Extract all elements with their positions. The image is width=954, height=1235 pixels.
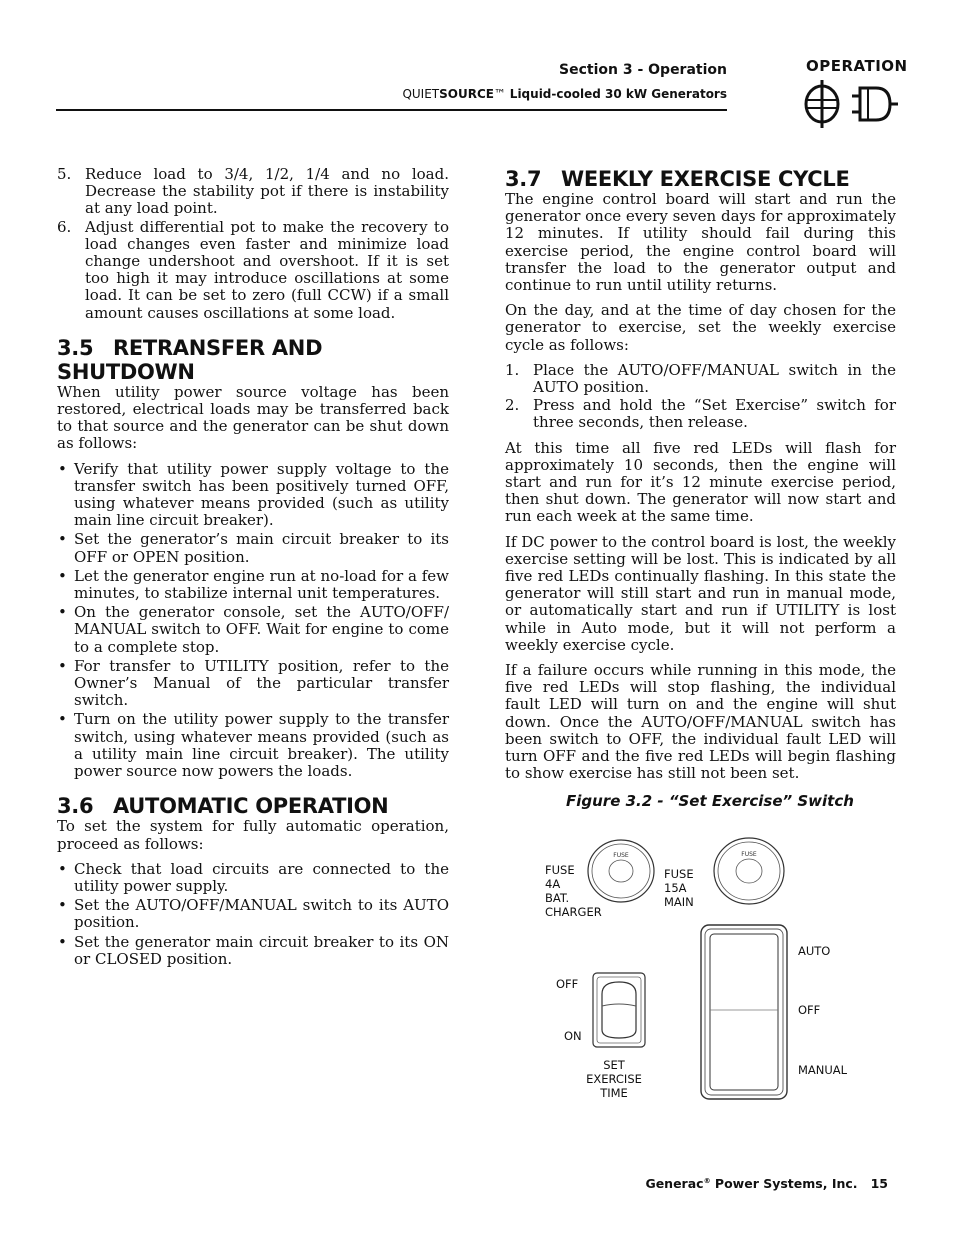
rocker-off-label: OFF (798, 1003, 821, 1017)
paragraph: At this time all five red LEDs will flash for approximately 10 seconds, then the engine will start and run for it’s 12 minute exercise period, then shut down. The generator will now start and run each week at the same time. (505, 438, 896, 526)
fuse-cap-text: FUSE (613, 852, 629, 859)
operation-label: OPERATION (806, 57, 908, 75)
bullets-3-6 (57, 861, 449, 968)
rocker-auto-label: AUTO (798, 944, 831, 958)
list-item: 1. Place the AUTO/OFF/MANUAL switch in the AUTO position. (505, 360, 896, 397)
list-item: 6. Adjust differential pot to make the recovery to load changes even faster and minimize load change undershoot and overshoot. If it is set too high it may introduce oscillations at some load. It can be set to zero (full CCW) if a small amount causes oscillations at some load. (57, 217, 449, 322)
list-item: • For transfer to UTILITY position, refer to the Owner’s Manual of the particular transfer switch. (58, 656, 449, 710)
heading-3-5: 3.5 RETRANSFER AND SHUTDOWN (57, 335, 323, 384)
list-item: • Turn on the utility power supply to the transfer switch, using whatever means provided (such as a utility main line circuit breaker). The utility power source now powers the loads. (58, 710, 449, 781)
section-title: Section 3 - Operation (559, 62, 727, 78)
list-item: • On the generator console, set the AUTO/OFF/ MANUAL switch to OFF. Wait for engine to come to a complete stop. (58, 603, 449, 656)
list-item: • Verify that utility power supply voltage to the transfer switch has been positively turned OFF, using whatever means provided (such as utility main line circuit breaker). (58, 459, 449, 530)
fuse-cap-15a-icon (712, 836, 786, 906)
list-item: • Let the generator engine run at no-load for a few minutes, to stabilize internal unit temperatures. (58, 566, 449, 603)
plug-icon (800, 80, 900, 132)
exercise-steps (505, 362, 896, 432)
fuse-cap-text: FUSE (741, 851, 757, 858)
adjust-steps (57, 166, 449, 322)
list-item: • Set the generator main circuit breaker to its ON or CLOSED position. (58, 932, 449, 968)
paragraph: If a failure occurs while running in this mode, the five red LEDs will stop flashing, the individual fault LED will turn on and the engine will shut down. Once the AUTO/OFF/MANUAL switch has been switch to OFF, the individual fault LED will turn OFF and the five red LEDs will begin flashing to show exercise has still not been set. (505, 661, 896, 783)
list-item: 5. Reduce load to 3/4, 1/2, 1/4 and no load. Decrease the stability pot if there is instability at any load point. (57, 165, 449, 218)
model-title: QUIETSOURCE™ Liquid-cooled 30 kW Generators (402, 87, 727, 101)
switch-on-label: ON (564, 1029, 582, 1043)
header-rule (56, 109, 727, 111)
set-exercise-time-label: SET EXERCISE TIME (586, 1058, 642, 1100)
auto-off-manual-switch[interactable] (700, 924, 788, 1100)
paragraph: If DC power to the control board is lost, the weekly exercise setting will be lost. This is indicated by all five red LEDs continually flashing. In this state the generator will still start and run in manual mode, or automatically start and run if UTILITY is lost while in Auto mode, but it will not perform a weekly exercise cycle. (505, 532, 896, 654)
switch-off-label: OFF (556, 977, 579, 991)
fuse-cap-4a-icon (586, 838, 656, 904)
heading-3-6: 3.6 AUTOMATIC OPERATION (57, 794, 389, 819)
page-number: 15 (870, 1176, 888, 1191)
intro-3-5: When utility power source voltage has been restored, electrical loads may be transferred back to that source and the generator can be shut down as follows: (57, 382, 449, 453)
set-exercise-switch[interactable] (592, 972, 646, 1048)
fuse-4a-label: FUSE 4A BAT. CHARGER (545, 863, 602, 919)
set-exercise-figure (530, 830, 870, 1110)
page-footer: Generac® Power Systems, Inc. 15 (645, 1176, 888, 1191)
list-item: • Set the generator’s main circuit breaker to its OFF or OPEN position. (58, 530, 449, 566)
heading-3-7: 3.7 WEEKLY EXERCISE CYCLE (505, 167, 850, 191)
list-item: • Check that load circuits are connected to the utility power supply. (58, 859, 449, 895)
left-column (57, 166, 449, 976)
right-column (505, 167, 896, 791)
bullets-3-5 (57, 461, 449, 781)
rocker-manual-label: MANUAL (798, 1063, 848, 1077)
list-item: • Set the AUTO/OFF/MANUAL switch to its AUTO position. (58, 896, 449, 932)
paragraph: On the day, and at the time of day chosen for the generator to exercise, set the weekly exercise cycle as follows: (505, 301, 896, 354)
figure-caption: Figure 3.2 - “Set Exercise” Switch (566, 792, 854, 810)
intro-3-6: To set the system for fully automatic operation, proceed as follows: (57, 817, 449, 853)
fuse-15a-label: FUSE 15A MAIN (664, 867, 694, 909)
paragraph: The engine control board will start and run the generator once every seven days for approximately 12 minutes. If utility should fail during this exercise period, the engine control board will transfer the load to the generator output and continue to run until utility returns. (505, 190, 896, 295)
list-item: 2. Press and hold the “Set Exercise” switch for three seconds, then release. (505, 396, 896, 432)
